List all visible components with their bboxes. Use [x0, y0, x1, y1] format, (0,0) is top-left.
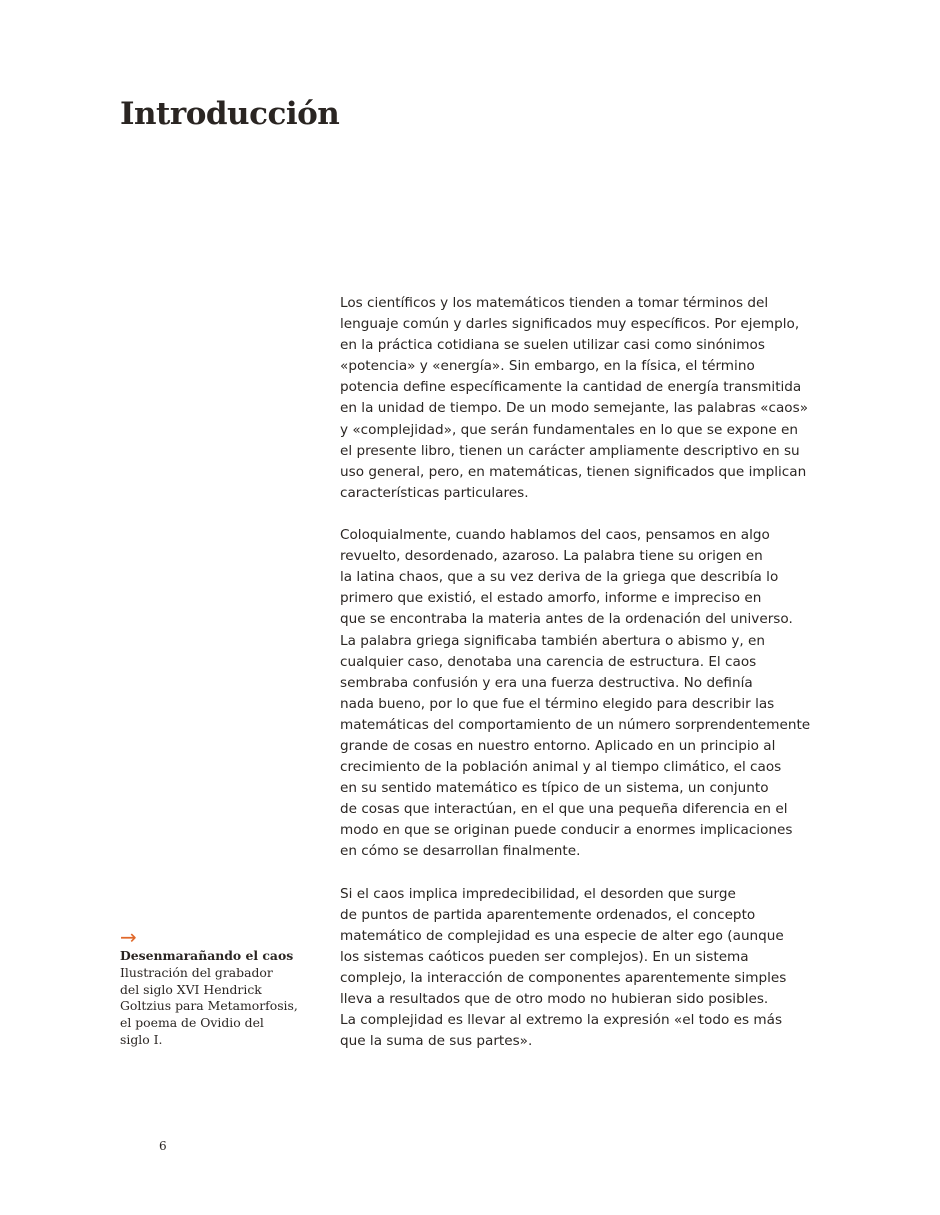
caption-line: del siglo XVI Hendrick: [120, 981, 262, 997]
text-line: los sistemas caóticos pueden ser complejos). En un sistema: [340, 948, 749, 965]
text-line: características particulares.: [340, 484, 529, 501]
text-line: Los científicos y los matemáticos tienden a tomar términos del: [340, 295, 769, 311]
caption-line: Ilustración del grabador: [120, 964, 273, 980]
text-line: La palabra griega significaba también abertura o abismo y, en: [340, 632, 766, 649]
text-line: uso general, pero, en matemáticas, tienen significados que implican: [340, 463, 807, 480]
text-line: Coloquialmente, cuando hablamos del caos, pensamos en algo: [340, 527, 770, 544]
paragraph-2: [340, 525, 811, 863]
page-number: 6: [159, 1139, 167, 1153]
text-line: y «complejidad», que serán fundamentales en lo que se expone en: [340, 421, 799, 438]
text-line: en la práctica cotidiana se suelen utilizar casi como sinónimos: [340, 337, 765, 354]
text-line: Si el caos implica impredecibilidad, el desorden que surge: [340, 885, 736, 902]
chapter-title: Introducción: [120, 96, 340, 132]
text-line: lenguaje común y darles significados muy específicos. Por ejemplo,: [340, 316, 800, 333]
paragraph-3: [340, 884, 790, 1053]
caption-title: Desenmarañando el caos: [120, 948, 294, 963]
text-line: que se encontraba la materia antes de la ordenación del universo.: [340, 611, 793, 628]
body-text: [340, 293, 811, 1073]
text-line: «potencia» y «energía». Sin embargo, en la física, el término: [340, 358, 755, 375]
text-line: matemático de complejidad es una especie de alter ego (aunque: [340, 927, 784, 944]
text-line: la latina chaos, que a su vez deriva de la griega que describía lo: [340, 569, 779, 586]
text-line: crecimiento de la población animal y al tiempo climático, el caos: [340, 759, 782, 776]
text-line: modo en que se originan puede conducir a enormes implicaciones: [340, 822, 793, 839]
text-line: potencia define específicamente la cantidad de energía transmitida: [340, 379, 802, 396]
text-line: nada bueno, por lo que fue el término elegido para describir las: [340, 695, 775, 712]
caption-line: el poema de Ovidio del: [120, 1015, 264, 1031]
caption-line: Goltzius para Metamorfosis,: [120, 998, 298, 1014]
text-line: que la suma de sus partes».: [340, 1033, 533, 1050]
text-line: sembraba confusión y era una fuerza destructiva. No definía: [340, 674, 753, 691]
text-line: en su sentido matemático es típico de un sistema, un conjunto: [340, 780, 769, 797]
text-line: complejo, la interacción de componentes aparentemente simples: [340, 970, 787, 986]
text-line: de puntos de partida aparentemente ordenados, el concepto: [340, 906, 756, 923]
text-line: cualquier caso, denotaba una carencia de estructura. El caos: [340, 653, 757, 670]
text-line: primero que existió, el estado amorfo, informe e impreciso en: [340, 590, 762, 607]
text-line: grande de cosas en nuestro entorno. Aplicado en un principio al: [340, 737, 776, 754]
text-line: revuelto, desordenado, azaroso. La palabra tiene su origen en: [340, 548, 763, 565]
caption-line: siglo I.: [120, 1031, 163, 1047]
text-line: en la unidad de tiempo. De un modo semejante, las palabras «caos»: [340, 400, 809, 417]
paragraph-1: [340, 293, 809, 504]
text-line: de cosas que interactúan, en el que una pequeña diferencia en el: [340, 801, 788, 818]
text-line: La complejidad es llevar al extremo la expresión «el todo es más: [340, 1012, 783, 1029]
text-line: lleva a resultados que de otro modo no hubieran sido posibles.: [340, 991, 769, 1008]
image-caption: [120, 925, 298, 1049]
text-line: matemáticas del comportamiento de un número sorprendentemente: [340, 716, 811, 733]
arrow-right-icon: →: [120, 925, 137, 949]
text-line: en cómo se desarrollan finalmente.: [340, 843, 581, 860]
text-line: el presente libro, tienen un carácter ampliamente descriptivo en su: [340, 442, 800, 459]
